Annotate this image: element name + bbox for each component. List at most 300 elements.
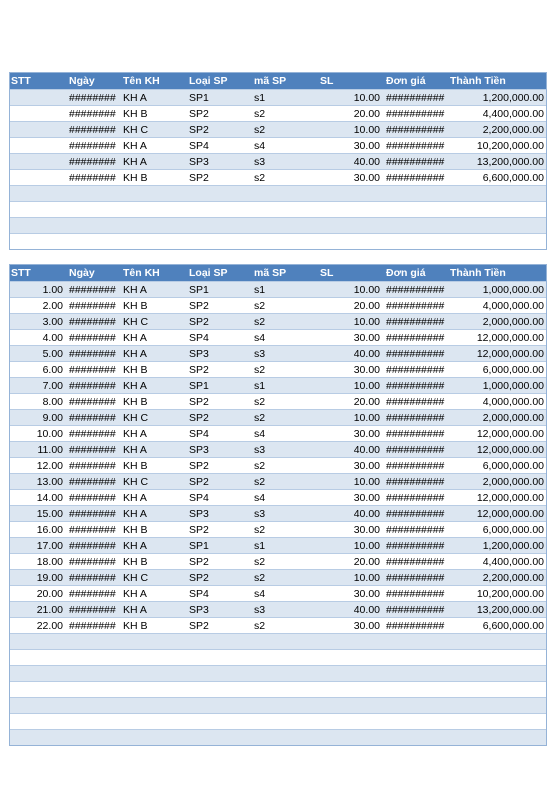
table-cell[interactable]: 30.00	[353, 172, 380, 184]
table-cell[interactable]	[318, 634, 384, 649]
table-cell[interactable]: SP3	[189, 348, 209, 360]
table-cell[interactable]: SP2	[189, 412, 209, 424]
table-cell[interactable]: 10,200,000.00	[476, 588, 544, 600]
table-cell[interactable]: KH C	[123, 476, 149, 488]
table-cell[interactable]: 10.00	[353, 124, 380, 136]
table-cell[interactable]	[121, 202, 187, 217]
table-cell[interactable]: SP2	[189, 364, 209, 376]
table-cell[interactable]: SP1	[189, 92, 209, 104]
table-cell[interactable]: ########	[69, 492, 116, 504]
table-cell[interactable]: 15.00	[36, 508, 63, 520]
table-cell[interactable]: ########	[69, 332, 116, 344]
table-cell[interactable]	[318, 666, 384, 681]
table-cell[interactable]: SP2	[189, 172, 209, 184]
table-cell[interactable]: SP2	[189, 316, 209, 328]
table-cell[interactable]	[121, 650, 187, 665]
table-cell[interactable]: s2	[254, 124, 266, 136]
table-cell[interactable]: KH B	[123, 556, 148, 568]
table-cell[interactable]: ##########	[386, 540, 445, 552]
table-cell[interactable]: KH C	[123, 124, 149, 136]
table-cell[interactable]: KH A	[123, 508, 147, 520]
table-cell[interactable]	[187, 698, 252, 713]
table-cell[interactable]: 10.00	[353, 92, 380, 104]
table-cell[interactable]: ##########	[386, 172, 445, 184]
table-cell[interactable]	[67, 714, 121, 729]
table-cell[interactable]: ##########	[386, 124, 445, 136]
table-cell[interactable]	[384, 682, 448, 697]
table-cell[interactable]: 9.00	[42, 412, 63, 424]
table-cell[interactable]	[448, 666, 546, 681]
table-cell[interactable]	[318, 202, 384, 217]
table-cell[interactable]: ########	[69, 140, 116, 152]
table-cell[interactable]: 5.00	[42, 348, 63, 360]
table-cell[interactable]: 12.00	[36, 460, 63, 472]
table-cell[interactable]: KH B	[123, 460, 148, 472]
table-cell[interactable]	[252, 186, 318, 201]
table-cell[interactable]: ########	[69, 524, 116, 536]
table-cell[interactable]: 2.00	[42, 300, 63, 312]
table-cell[interactable]	[10, 730, 67, 745]
table-cell[interactable]: ##########	[386, 364, 445, 376]
table-cell[interactable]	[448, 634, 546, 649]
table-cell[interactable]	[252, 202, 318, 217]
table-cell[interactable]: SP2	[189, 300, 209, 312]
table-cell[interactable]: 13,200,000.00	[476, 156, 544, 168]
table-cell[interactable]: SP4	[189, 428, 209, 440]
table-cell[interactable]	[252, 682, 318, 697]
table-cell[interactable]	[252, 730, 318, 745]
table-cell[interactable]: s1	[254, 380, 266, 392]
table-cell[interactable]: SP2	[189, 572, 209, 584]
table-cell[interactable]: SP1	[189, 380, 209, 392]
table-cell[interactable]: 1,000,000.00	[482, 380, 544, 392]
table-cell[interactable]: 10.00	[36, 428, 63, 440]
table-cell[interactable]: s3	[254, 348, 266, 360]
table-cell[interactable]: 40.00	[353, 444, 380, 456]
table-cell[interactable]: KH B	[123, 620, 148, 632]
table-cell[interactable]: ##########	[386, 588, 445, 600]
table-cell[interactable]	[67, 186, 121, 201]
table-cell[interactable]: s2	[254, 172, 266, 184]
table-cell[interactable]: s2	[254, 556, 266, 568]
table-cell[interactable]: KH A	[123, 428, 147, 440]
table-cell[interactable]: 40.00	[353, 156, 380, 168]
table-cell[interactable]	[10, 714, 67, 729]
table-cell[interactable]	[384, 186, 448, 201]
table-cell[interactable]	[121, 634, 187, 649]
table-cell[interactable]: KH C	[123, 316, 149, 328]
table-cell[interactable]: SP2	[189, 524, 209, 536]
table-cell[interactable]: KH A	[123, 380, 147, 392]
table-cell[interactable]	[121, 730, 187, 745]
table-cell[interactable]: 6,000,000.00	[482, 460, 544, 472]
table-cell[interactable]: ########	[69, 284, 116, 296]
table-cell[interactable]: ##########	[386, 444, 445, 456]
table-cell[interactable]: 1.00	[42, 284, 63, 296]
table-cell[interactable]: ##########	[386, 428, 445, 440]
table-cell[interactable]: ##########	[386, 108, 445, 120]
table-cell[interactable]: ########	[69, 348, 116, 360]
table-cell[interactable]: 6.00	[42, 364, 63, 376]
table-cell[interactable]: s4	[254, 492, 266, 504]
table-cell[interactable]: KH B	[123, 396, 148, 408]
table-cell[interactable]	[187, 650, 252, 665]
table-cell[interactable]: 10,200,000.00	[476, 140, 544, 152]
table-cell[interactable]	[318, 234, 384, 249]
table-cell[interactable]: KH B	[123, 524, 148, 536]
table-cell[interactable]	[10, 698, 67, 713]
table-cell[interactable]: ##########	[386, 524, 445, 536]
table-cell[interactable]: SP2	[189, 460, 209, 472]
table-cell[interactable]: SP1	[189, 284, 209, 296]
table-cell[interactable]: 2,000,000.00	[482, 412, 544, 424]
table-cell[interactable]: ##########	[386, 300, 445, 312]
table-cell[interactable]	[384, 730, 448, 745]
table-cell[interactable]: s3	[254, 604, 266, 616]
table-cell[interactable]: 10.00	[353, 572, 380, 584]
table-cell[interactable]	[187, 218, 252, 233]
table-cell[interactable]	[10, 186, 67, 201]
table-cell[interactable]: 40.00	[353, 348, 380, 360]
table-cell[interactable]: 2,000,000.00	[482, 316, 544, 328]
table-cell[interactable]	[187, 682, 252, 697]
table-cell[interactable]	[448, 202, 546, 217]
table-cell[interactable]: 30.00	[353, 140, 380, 152]
table-cell[interactable]: s2	[254, 572, 266, 584]
table-cell[interactable]: SP2	[189, 124, 209, 136]
table-cell[interactable]: ########	[69, 444, 116, 456]
table-cell[interactable]: 6,600,000.00	[482, 172, 544, 184]
table-cell[interactable]	[10, 650, 67, 665]
table-cell[interactable]: 10.00	[353, 284, 380, 296]
table-cell[interactable]: 1,200,000.00	[482, 92, 544, 104]
table-cell[interactable]: s2	[254, 300, 266, 312]
table-cell[interactable]: ##########	[386, 156, 445, 168]
table-cell[interactable]: ##########	[386, 460, 445, 472]
table-cell[interactable]: ########	[69, 396, 116, 408]
table-cell[interactable]: 13,200,000.00	[476, 604, 544, 616]
table-cell[interactable]: SP4	[189, 140, 209, 152]
table-cell[interactable]	[384, 218, 448, 233]
table-cell[interactable]: 10.00	[353, 412, 380, 424]
table-cell[interactable]: 2,000,000.00	[482, 476, 544, 488]
table-cell[interactable]: s2	[254, 620, 266, 632]
table-cell[interactable]: ########	[69, 428, 116, 440]
table-cell[interactable]: 7.00	[42, 380, 63, 392]
table-cell[interactable]	[10, 122, 67, 137]
table-cell[interactable]	[448, 698, 546, 713]
table-cell[interactable]: s1	[254, 92, 266, 104]
table-cell[interactable]: 30.00	[353, 588, 380, 600]
table-cell[interactable]: 4,000,000.00	[482, 396, 544, 408]
table-cell[interactable]	[121, 234, 187, 249]
table-cell[interactable]: s3	[254, 444, 266, 456]
table-cell[interactable]: 30.00	[353, 620, 380, 632]
table-cell[interactable]	[67, 730, 121, 745]
table-cell[interactable]: s2	[254, 108, 266, 120]
table-cell[interactable]: KH A	[123, 140, 147, 152]
table-cell[interactable]: ########	[69, 156, 116, 168]
table-cell[interactable]	[448, 650, 546, 665]
table-cell[interactable]: 18.00	[36, 556, 63, 568]
table-cell[interactable]: ##########	[386, 412, 445, 424]
table-cell[interactable]	[10, 234, 67, 249]
table-cell[interactable]	[384, 666, 448, 681]
table-cell[interactable]: 11.00	[37, 444, 63, 456]
table-cell[interactable]	[384, 202, 448, 217]
table-cell[interactable]: ##########	[386, 396, 445, 408]
table-cell[interactable]	[318, 218, 384, 233]
table-cell[interactable]	[318, 650, 384, 665]
table-cell[interactable]: ########	[69, 620, 116, 632]
table-cell[interactable]: KH A	[123, 604, 147, 616]
table-cell[interactable]: KH A	[123, 284, 147, 296]
table-cell[interactable]: 20.00	[353, 108, 380, 120]
table-cell[interactable]: s1	[254, 284, 266, 296]
table-cell[interactable]: 20.00	[353, 396, 380, 408]
table-cell[interactable]: SP2	[189, 476, 209, 488]
table-cell[interactable]	[121, 666, 187, 681]
table-cell[interactable]: 30.00	[353, 492, 380, 504]
table-cell[interactable]: 6,000,000.00	[482, 524, 544, 536]
table-cell[interactable]: 6,000,000.00	[482, 364, 544, 376]
table-cell[interactable]	[10, 202, 67, 217]
table-cell[interactable]: 4.00	[42, 332, 63, 344]
table-cell[interactable]	[448, 730, 546, 745]
table-cell[interactable]: KH C	[123, 572, 149, 584]
table-cell[interactable]	[252, 218, 318, 233]
table-cell[interactable]: ##########	[386, 332, 445, 344]
table-cell[interactable]: KH A	[123, 588, 147, 600]
table-cell[interactable]	[252, 666, 318, 681]
table-cell[interactable]	[252, 634, 318, 649]
table-cell[interactable]: KH A	[123, 156, 147, 168]
table-cell[interactable]	[384, 714, 448, 729]
table-cell[interactable]	[448, 186, 546, 201]
table-cell[interactable]	[448, 682, 546, 697]
table-cell[interactable]: ########	[69, 172, 116, 184]
table-cell[interactable]: ########	[69, 556, 116, 568]
table-cell[interactable]	[187, 186, 252, 201]
table-cell[interactable]: s4	[254, 332, 266, 344]
table-cell[interactable]: ########	[69, 300, 116, 312]
table-cell[interactable]	[384, 650, 448, 665]
table-cell[interactable]: KH A	[123, 540, 147, 552]
table-cell[interactable]: s2	[254, 476, 266, 488]
table-cell[interactable]: ########	[69, 316, 116, 328]
table-cell[interactable]	[384, 634, 448, 649]
table-cell[interactable]: 17.00	[36, 540, 63, 552]
table-cell[interactable]: KH B	[123, 300, 148, 312]
table-cell[interactable]	[10, 154, 67, 169]
table-cell[interactable]: 40.00	[353, 604, 380, 616]
table-cell[interactable]: 6,600,000.00	[482, 620, 544, 632]
table-cell[interactable]: 20.00	[36, 588, 63, 600]
table-cell[interactable]	[187, 666, 252, 681]
table-cell[interactable]	[121, 698, 187, 713]
table-cell[interactable]: 20.00	[353, 300, 380, 312]
table-cell[interactable]: ########	[69, 460, 116, 472]
table-cell[interactable]: SP2	[189, 396, 209, 408]
table-cell[interactable]: 4,000,000.00	[482, 300, 544, 312]
table-cell[interactable]: KH B	[123, 108, 148, 120]
table-cell[interactable]	[10, 218, 67, 233]
table-cell[interactable]	[318, 186, 384, 201]
table-cell[interactable]: ########	[69, 508, 116, 520]
table-cell[interactable]: ##########	[386, 572, 445, 584]
table-cell[interactable]: s2	[254, 524, 266, 536]
table-cell[interactable]	[121, 714, 187, 729]
table-cell[interactable]	[187, 714, 252, 729]
table-cell[interactable]: 12,000,000.00	[476, 428, 544, 440]
table-cell[interactable]: ##########	[386, 556, 445, 568]
table-cell[interactable]	[10, 138, 67, 153]
table-cell[interactable]	[121, 218, 187, 233]
table-cell[interactable]: 19.00	[36, 572, 63, 584]
table-cell[interactable]	[67, 202, 121, 217]
table-cell[interactable]	[10, 666, 67, 681]
table-cell[interactable]	[67, 650, 121, 665]
table-cell[interactable]	[384, 698, 448, 713]
table-cell[interactable]	[10, 90, 67, 105]
table-cell[interactable]	[67, 218, 121, 233]
table-cell[interactable]: 1,000,000.00	[482, 284, 544, 296]
table-cell[interactable]	[67, 698, 121, 713]
table-cell[interactable]: SP2	[189, 620, 209, 632]
table-cell[interactable]: SP4	[189, 492, 209, 504]
table-cell[interactable]	[448, 234, 546, 249]
table-cell[interactable]: s1	[254, 540, 266, 552]
table-cell[interactable]: ########	[69, 108, 116, 120]
table-cell[interactable]: KH B	[123, 364, 148, 376]
table-cell[interactable]: SP4	[189, 332, 209, 344]
table-cell[interactable]: s3	[254, 156, 266, 168]
table-cell[interactable]: 4,400,000.00	[482, 108, 544, 120]
table-cell[interactable]: KH A	[123, 444, 147, 456]
table-cell[interactable]: 4,400,000.00	[482, 556, 544, 568]
table-cell[interactable]: 10.00	[353, 540, 380, 552]
table-cell[interactable]: ##########	[386, 284, 445, 296]
table-cell[interactable]: ##########	[386, 492, 445, 504]
table-cell[interactable]	[121, 186, 187, 201]
table-cell[interactable]: 12,000,000.00	[476, 492, 544, 504]
table-cell[interactable]: SP3	[189, 508, 209, 520]
table-cell[interactable]: 21.00	[36, 604, 63, 616]
table-cell[interactable]: KH C	[123, 412, 149, 424]
table-cell[interactable]	[252, 650, 318, 665]
table-cell[interactable]: 8.00	[42, 396, 63, 408]
table-cell[interactable]: s2	[254, 396, 266, 408]
table-cell[interactable]	[448, 218, 546, 233]
table-cell[interactable]	[252, 234, 318, 249]
table-cell[interactable]: ##########	[386, 620, 445, 632]
table-cell[interactable]: SP3	[189, 156, 209, 168]
table-cell[interactable]: SP4	[189, 588, 209, 600]
table-cell[interactable]: KH A	[123, 332, 147, 344]
table-cell[interactable]: ##########	[386, 380, 445, 392]
table-cell[interactable]	[318, 730, 384, 745]
table-cell[interactable]: SP1	[189, 540, 209, 552]
table-cell[interactable]	[318, 682, 384, 697]
table-cell[interactable]: ########	[69, 604, 116, 616]
table-cell[interactable]: ##########	[386, 508, 445, 520]
table-cell[interactable]	[187, 634, 252, 649]
table-cell[interactable]: 13.00	[36, 476, 63, 488]
table-cell[interactable]: KH A	[123, 348, 147, 360]
table-cell[interactable]: s4	[254, 428, 266, 440]
table-cell[interactable]: 40.00	[353, 508, 380, 520]
table-cell[interactable]	[67, 234, 121, 249]
table-cell[interactable]: ##########	[386, 316, 445, 328]
table-cell[interactable]: SP2	[189, 108, 209, 120]
table-cell[interactable]	[67, 666, 121, 681]
table-cell[interactable]: ########	[69, 364, 116, 376]
table-cell[interactable]	[10, 634, 67, 649]
table-cell[interactable]: 12,000,000.00	[476, 348, 544, 360]
table-cell[interactable]: SP3	[189, 444, 209, 456]
table-cell[interactable]: s2	[254, 316, 266, 328]
table-cell[interactable]: KH A	[123, 92, 147, 104]
table-cell[interactable]: 10.00	[353, 476, 380, 488]
table-cell[interactable]: s4	[254, 140, 266, 152]
table-cell[interactable]: 16.00	[36, 524, 63, 536]
table-cell[interactable]: 12,000,000.00	[476, 508, 544, 520]
table-cell[interactable]: 12,000,000.00	[476, 332, 544, 344]
table-cell[interactable]: 10.00	[353, 380, 380, 392]
table-cell[interactable]: 30.00	[353, 364, 380, 376]
table-cell[interactable]	[10, 682, 67, 697]
table-cell[interactable]: ##########	[386, 348, 445, 360]
table-cell[interactable]	[318, 714, 384, 729]
table-cell[interactable]: 30.00	[353, 332, 380, 344]
table-cell[interactable]	[252, 714, 318, 729]
table-cell[interactable]: ########	[69, 124, 116, 136]
table-cell[interactable]: 10.00	[353, 316, 380, 328]
table-cell[interactable]: s2	[254, 460, 266, 472]
table-cell[interactable]: 30.00	[353, 460, 380, 472]
table-cell[interactable]	[67, 634, 121, 649]
table-cell[interactable]	[121, 682, 187, 697]
table-cell[interactable]: ##########	[386, 604, 445, 616]
table-cell[interactable]	[10, 170, 67, 185]
table-cell[interactable]: 22.00	[36, 620, 63, 632]
table-cell[interactable]	[10, 106, 67, 121]
table-cell[interactable]	[67, 682, 121, 697]
table-cell[interactable]	[384, 234, 448, 249]
table-cell[interactable]: ########	[69, 380, 116, 392]
table-cell[interactable]: SP2	[189, 556, 209, 568]
table-cell[interactable]: s3	[254, 508, 266, 520]
table-cell[interactable]: s2	[254, 412, 266, 424]
table-cell[interactable]: KH A	[123, 492, 147, 504]
table-cell[interactable]: SP3	[189, 604, 209, 616]
table-cell[interactable]	[187, 730, 252, 745]
table-cell[interactable]: 30.00	[353, 524, 380, 536]
table-cell[interactable]: 1,200,000.00	[482, 540, 544, 552]
table-cell[interactable]: ########	[69, 588, 116, 600]
table-cell[interactable]: 30.00	[353, 428, 380, 440]
table-cell[interactable]	[252, 698, 318, 713]
table-cell[interactable]: s2	[254, 364, 266, 376]
table-cell[interactable]: KH B	[123, 172, 148, 184]
table-cell[interactable]: ########	[69, 92, 116, 104]
table-cell[interactable]	[448, 714, 546, 729]
table-cell[interactable]: ##########	[386, 92, 445, 104]
table-cell[interactable]: 20.00	[353, 556, 380, 568]
table-cell[interactable]: ########	[69, 540, 116, 552]
table-cell[interactable]: ########	[69, 572, 116, 584]
table-cell[interactable]: 12,000,000.00	[476, 444, 544, 456]
